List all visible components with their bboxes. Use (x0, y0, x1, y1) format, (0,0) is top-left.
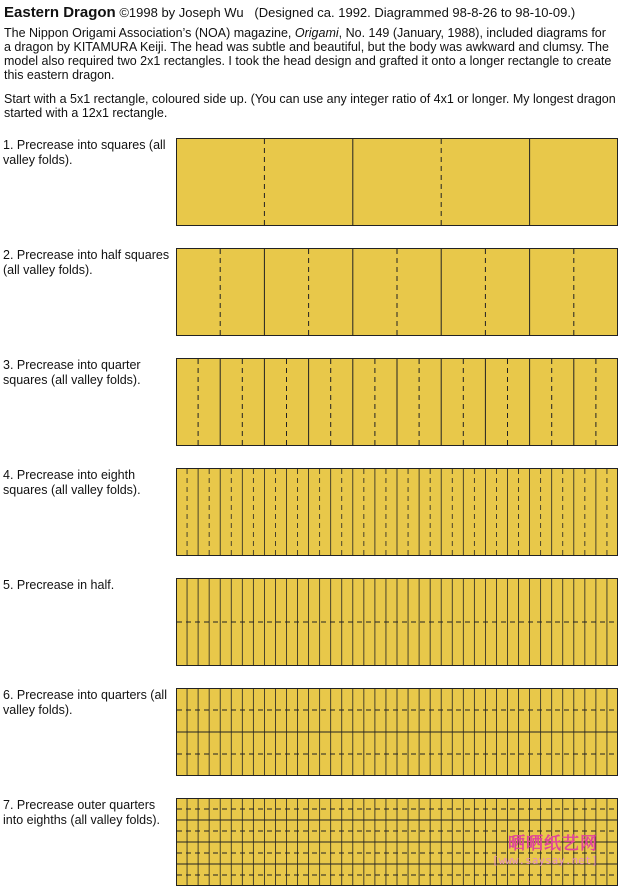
title-line (4, 6, 616, 20)
date-note: (Designed ca. 1992. Diagrammed 98-8-26 to 98-10-09.) (254, 5, 576, 20)
document-header (4, 6, 616, 120)
copyright-byline: ©1998 by Joseph Wu (119, 5, 244, 20)
step-3-label: 3. Precrease into quarter squares (all valley folds). (3, 358, 141, 387)
intro-paragraph (4, 26, 616, 82)
step-6-diagram (176, 688, 618, 776)
step-5-label: 5. Precrease in half. (3, 578, 115, 592)
step-4-diagram (176, 468, 618, 556)
site-watermark (492, 829, 598, 867)
document-title: Eastern Dragon (4, 4, 116, 21)
watermark-url: [www.saysay.net] (492, 854, 598, 867)
step-5-diagram (176, 578, 618, 666)
intro-text-b: , No. 149 (January, 1988), included diagrams for a dragon by KITAMURA Keiji. The head was subtle and beautiful, but the body was awkward and clumsy. The model also required two 2x1 rectangles. I took the head design and grafted it onto a longer rectangle to create this eastern dragon. (4, 26, 612, 82)
step-1-diagram (176, 138, 618, 226)
paper-rectangle (177, 139, 618, 226)
step-3-diagram (176, 358, 618, 446)
step-2-label: 2. Precrease into half squares (all valley folds). (3, 248, 170, 277)
step-6-label: 6. Precrease into quarters (all valley folds). (3, 688, 167, 717)
watermark-chinese-text: 晒晒纸艺网 (508, 834, 598, 854)
step-7-label: 7. Precrease outer quarters into eighths (all valley folds). (3, 798, 161, 827)
step-2-diagram (176, 248, 618, 336)
intro-magazine-name: Origami (294, 26, 339, 40)
step-1-label: 1. Precrease into squares (all valley folds). (3, 138, 166, 167)
start-paragraph: Start with a 5x1 rectangle, coloured side up. (You can use any integer ratio of 4x1 or longer. My longest dragon started with a 12x1 rectangle. (4, 92, 616, 120)
step-4-label: 4. Precrease into eighth squares (all valley folds). (3, 468, 141, 497)
intro-text-a: The Nippon Origami Association’s (NOA) magazine, (4, 26, 295, 40)
